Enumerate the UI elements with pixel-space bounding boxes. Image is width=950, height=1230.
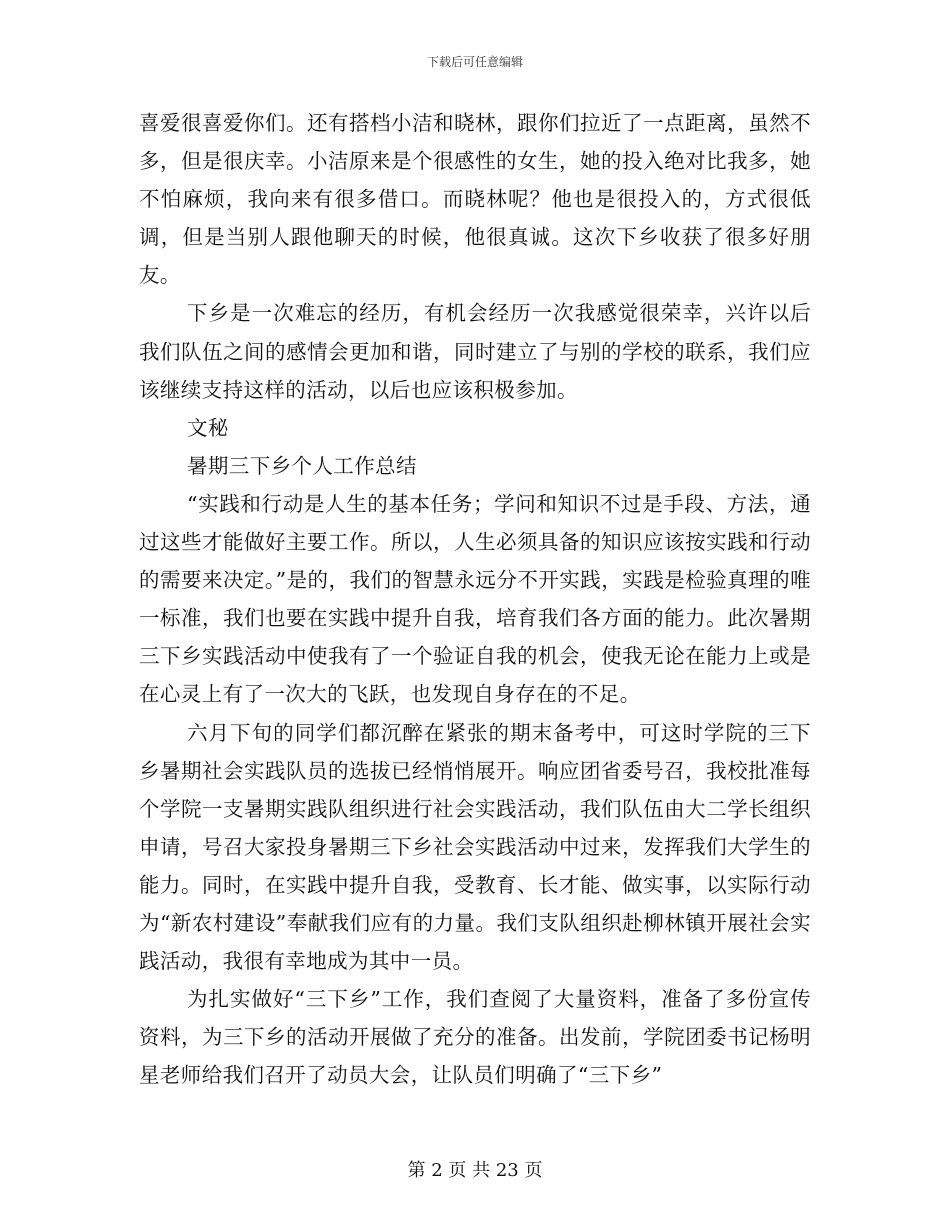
paragraph-background: 六月下旬的同学们都沉醉在紧张的期末备考中，可这时学院的三下乡暑期社会实践队员的选拔已经悄悄展开。响应团省委号召，我校批准每个学院一支暑期实践队组织进行社会实践活动，我们队伍由大二学长组织申请，号召大家投身暑期三下乡社会实践活动中过来，发挥我们大学生的能力。同时，在实践中提升自我，受教育、长才能、做实事，以实际行动为“新农村建设”奉献我们应有的力量。我们支队组织赴柳林镇开展社会实践活动，我很有幸地成为其中一员。 bbox=[139, 720, 811, 974]
page-number-footer: 第 2 页 共 23 页 bbox=[407, 1160, 543, 1181]
paragraph-quote: “实践和行动是人生的基本任务；学问和知识不过是手段、方法，通过这些才能做好主要工作。所以，人生必须具备的知识应该按实践和行动的需要来决定。”是的，我们的智慧永远分不开实践，实践是检验真理的唯一标准，我们也要在实践中提升自我，培育我们各方面的能力。此次暑期三下乡实践活动中使我有了一个验证自我的机会，使我无论在能力上或是在心灵上有了一次大的飞跃，也发现自身存在的不足。 bbox=[139, 491, 811, 707]
paragraph-reflection: 下乡是一次难忘的经历，有机会经历一次我感觉很荣幸，兴许以后我们队伍之间的感情会更加和谐，同时建立了与别的学校的联系，我们应该继续支持这样的活动，以后也应该积极参加。 bbox=[139, 301, 811, 402]
section-title: 暑期三下乡个人工作总结 bbox=[187, 453, 417, 478]
paragraph-preparation: 为扎实做好“三下乡”工作，我们查阅了大量资料，准备了多份宣传资料，为三下乡的活动开展做了充分的准备。出发前，学院团委书记杨明星老师给我们召开了动员大会，让队员们明确了“三下乡” bbox=[139, 987, 811, 1088]
section-label: 文秘 bbox=[187, 415, 229, 440]
page-header-note: 下载后可任意编辑 bbox=[426, 55, 523, 69]
document-body bbox=[139, 104, 811, 1094]
paragraph-continued: 喜爱很喜爱你们。还有搭档小洁和晓林，跟你们拉近了一点距离，虽然不多，但是很庆幸。小洁原来是个很感性的女生，她的投入绝对比我多，她不怕麻烦，我向来有很多借口。而晓林呢？他也是很投入的，方式很低调，但是当别人跟他聊天的时候，他很真诚。这次下乡收获了很多好朋友。 bbox=[139, 111, 811, 288]
